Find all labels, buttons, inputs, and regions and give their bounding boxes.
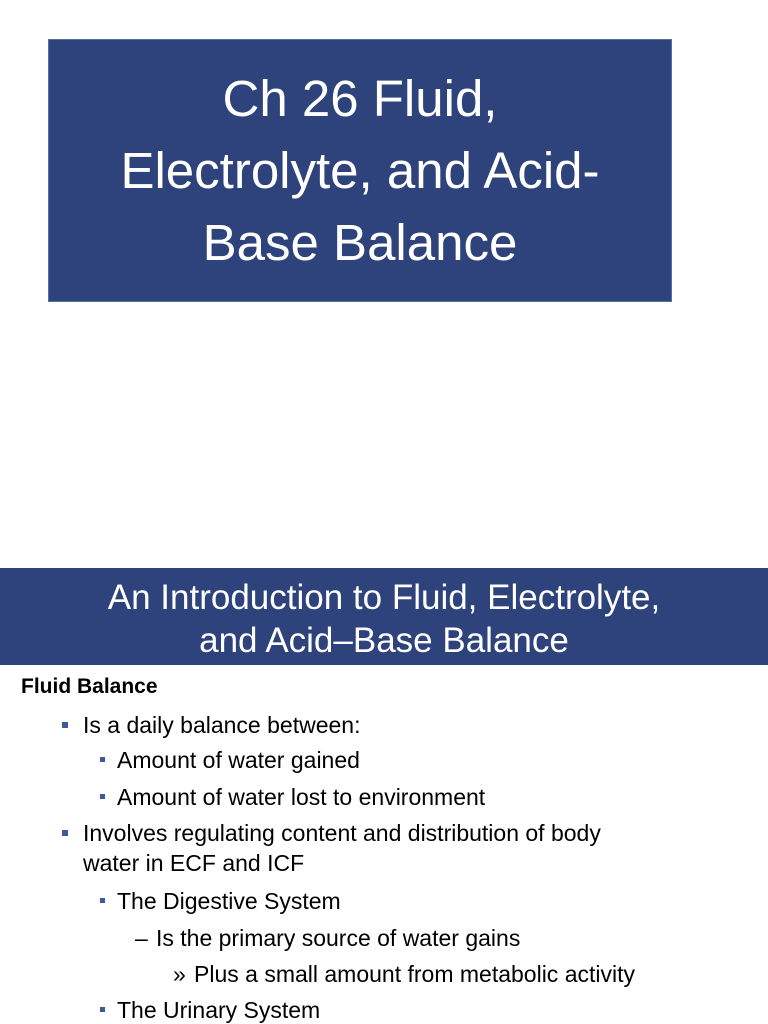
square-bullet-icon (62, 722, 68, 728)
section-title-bar (0, 568, 768, 665)
bullet-text: water in ECF and ICF (83, 850, 305, 876)
bullet-text: The Digestive System (117, 888, 341, 914)
bullet-text: Amount of water gained (117, 747, 360, 773)
title-line-1: Ch 26 Fluid, (222, 69, 498, 127)
square-bullet-icon (100, 794, 105, 799)
square-bullet-icon (100, 898, 105, 903)
square-bullet-icon (100, 757, 105, 762)
bullet-text: Is a daily balance between: (83, 712, 361, 738)
dash-bullet-icon: – (135, 925, 148, 951)
bullet-level-4 (173, 959, 635, 989)
raquo-bullet-icon: » (173, 961, 186, 987)
bullet-level-1 (83, 818, 601, 848)
bullet-text: The Urinary System (117, 997, 321, 1023)
bullet-level-2 (117, 886, 341, 916)
content-heading: Fluid Balance (21, 675, 158, 698)
square-bullet-icon (100, 1007, 105, 1012)
title-line-2: Electrolyte, and Acid- (120, 141, 600, 199)
title-line-3: Base Balance (202, 213, 518, 271)
bullet-level-2 (117, 782, 485, 812)
bullet-text: Plus a small amount from metabolic activity (194, 961, 635, 987)
bullet-level-3 (135, 923, 521, 953)
bullet-level-2 (117, 745, 360, 775)
slide-content (0, 670, 768, 1024)
bullet-continuation (83, 848, 304, 878)
bullet-text: Is the primary source of water gains (156, 925, 521, 951)
section-title-line-1: An Introduction to Fluid, Electrolyte, (107, 578, 661, 617)
square-bullet-icon (62, 830, 68, 836)
bullet-text: Involves regulating content and distribution of body (83, 820, 601, 846)
bullet-level-2 (117, 995, 320, 1024)
section-title-line-2: and Acid–Base Balance (199, 621, 569, 660)
title-slide (48, 39, 672, 302)
bullet-text: Amount of water lost to environment (117, 784, 486, 810)
bullet-level-1 (83, 710, 360, 740)
